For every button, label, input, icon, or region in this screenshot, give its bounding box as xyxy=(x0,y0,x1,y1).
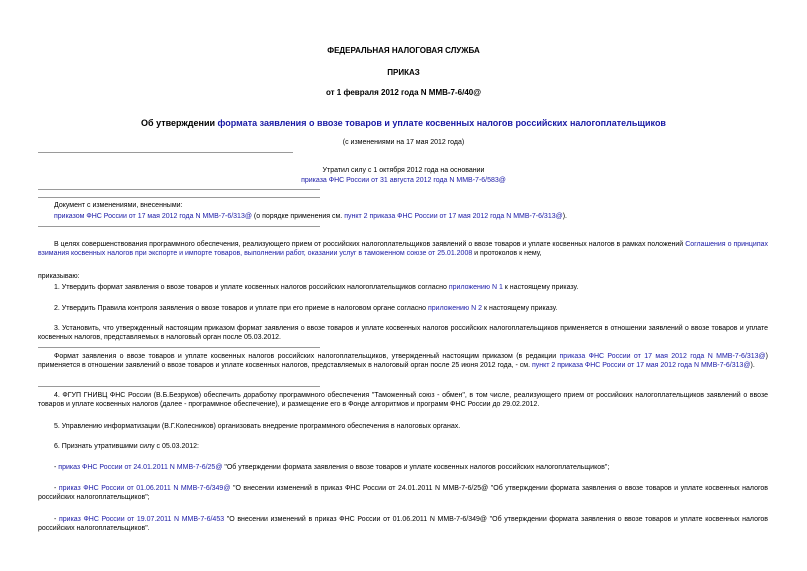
changes-label: Документ с изменениями, внесенными: xyxy=(54,202,183,209)
lost-force-link[interactable]: приказа ФНС России от 31 августа 2012 года N ММВ-7-6/583@ xyxy=(301,177,506,184)
note-end: ). xyxy=(750,362,755,370)
repealed-item-1 xyxy=(54,463,609,472)
repealed-link-2[interactable]: приказ ФНС России от 01.06.2011 N ММВ-7-6/349@ xyxy=(58,485,231,492)
changes-line xyxy=(54,212,567,221)
preamble xyxy=(38,240,768,258)
lost-force-line: Утратил силу с 1 октября 2012 года на основании xyxy=(322,167,485,174)
subject-prefix: Об утверждении xyxy=(141,118,218,128)
item-2-text: 2. Утвердить Правила контроля заявления о ввозе товаров и уплате при его приеме в налоговом органе согласно xyxy=(54,305,428,312)
repealed-text-3: "О внесении изменений в приказ ФНС России от 01.06.2011 N ММВ-7-6/349@ "Об утверждении формата заявления о ввозе товаров и уплате косвенных налогов российских налогоплательщиков". xyxy=(38,516,768,533)
item-3: 3. Установить, что утвержденный настоящим приказом формат заявления о ввозе товаров и уплате косвенных налогов российских налогоплательщиков применяется в отношении заявлений о ввозе товаров и уплате косвенных налогов, представляемых в налоговый орган после 05.03.2012. xyxy=(38,325,768,342)
agreement-link[interactable]: Соглашения о принципах взимания косвенных налогов при экспорте и импорте товаров, выполнении работ, оказании услуг в таможенном союзе от 25.01.2008 xyxy=(38,241,769,258)
doc-subject xyxy=(0,118,807,130)
repealed-text-1: "Об утверждении формата заявления о ввозе товаров и уплате косвенных налогов российских налогоплательщиков"; xyxy=(222,464,610,471)
divider xyxy=(38,197,320,198)
repealed-link-1[interactable]: приказ ФНС России от 24.01.2011 N ММВ-7-6/25@ xyxy=(58,464,223,471)
doc-date-number: от 1 февраля 2012 года N ММВ-7-6/40@ xyxy=(325,88,482,97)
note-link-1[interactable]: приказа ФНС России от 17 мая 2012 года N ММВ-7-6/313@ xyxy=(559,353,766,360)
divider xyxy=(38,226,320,227)
divider xyxy=(38,152,293,153)
item-2-end: к настоящему приказу. xyxy=(482,305,558,312)
divider xyxy=(38,386,320,387)
divider xyxy=(38,189,320,190)
repealed-dash: - xyxy=(54,485,59,492)
note-text-2: ) применяется в отношении заявлений о ввозе товаров и уплате косвенных налогов, представляемых в налоговый орган после 25 июня 2012 года, - см. xyxy=(38,353,768,370)
item-5: 5. Управлению информатизации (В.Г.Колесников) организовать внедрение программного обеспечения в налоговых органах. xyxy=(54,423,461,430)
item-6: 6. Признать утратившими силу с 05.03.2012: xyxy=(54,443,199,450)
changes-link-2[interactable]: пункт 2 приказа ФНС России от 17 мая 2012 года N ММВ-7-6/313@ xyxy=(344,213,563,220)
repealed-item-2 xyxy=(38,484,768,502)
doc-type: ПРИКАЗ xyxy=(387,68,420,77)
changes-end: ). xyxy=(562,213,567,220)
repealed-item-3 xyxy=(38,515,768,533)
preamble-text-1: В целях совершенствования программного обеспечения, реализующего прием от российских налогоплательщиков заявлений о ввозе товаров и уплате косвенных налогов в рамках положений xyxy=(54,241,686,248)
agency-title: ФЕДЕРАЛЬНАЯ НАЛОГОВАЯ СЛУЖБА xyxy=(327,46,480,55)
item-1-text: 1. Утвердить формат заявления о ввозе товаров и уплате косвенных налогов российских налогоплательщиков согласно xyxy=(54,284,449,291)
changes-link-1[interactable]: приказом ФНС России от 17 мая 2012 года N ММВ-7-6/313@ xyxy=(54,213,252,220)
item-4: 4. ФГУП ГНИВЦ ФНС России (В.Б.Безруков) обеспечить доработку программного обеспечения "Таможенный союз - обмен", в том числе, реализующего прием от российских налогоплательщиков заявлений о ввозе товаров и уплате косвенных налогов (далее - программное обеспечение), и размещение его в Фонде алгоритмов и программ ФНС России до 29.02.2012. xyxy=(38,392,768,409)
amended-note: (с изменениями на 17 мая 2012 года) xyxy=(342,139,465,146)
changes-mid: (о порядке применения см. xyxy=(251,213,345,220)
subject-format-link[interactable]: формата заявления о ввозе товаров и уплате косвенных налогов российских налогоплательщиков xyxy=(217,118,666,128)
appendix-2-link[interactable]: приложению N 2 xyxy=(427,305,482,312)
appendix-1-link[interactable]: приложению N 1 xyxy=(448,284,503,291)
preamble-text-2: и протоколов к нему, xyxy=(472,250,542,258)
item-1-end: к настоящему приказу. xyxy=(502,284,579,291)
item-1 xyxy=(54,283,578,292)
note-text-1: Формат заявления о ввозе товаров и уплате косвенных налогов российских налогоплательщиков, утвержденный настоящим приказом (в редакции xyxy=(54,353,560,360)
amendment-note xyxy=(38,352,768,370)
divider xyxy=(38,347,320,348)
note-link-2[interactable]: пункт 2 приказа ФНС России от 17 мая 2012 года N ММВ-7-6/313@ xyxy=(531,362,751,370)
repealed-text-2: "О внесении изменений в приказ ФНС России от 24.01.2011 N ММВ-7-6/25@ "Об утверждении формата заявления о ввозе товаров и уплате косвенных налогов российских налогоплательщиков"; xyxy=(38,485,768,502)
repealed-dash: - xyxy=(54,464,59,471)
repealed-link-3[interactable]: приказ ФНС России от 19.07.2011 N ММВ-7-6/453 xyxy=(58,516,225,523)
lost-force-link-wrap xyxy=(0,176,807,185)
repealed-dash: - xyxy=(54,516,59,523)
item-2 xyxy=(54,304,557,313)
order-word: приказываю: xyxy=(38,273,80,280)
